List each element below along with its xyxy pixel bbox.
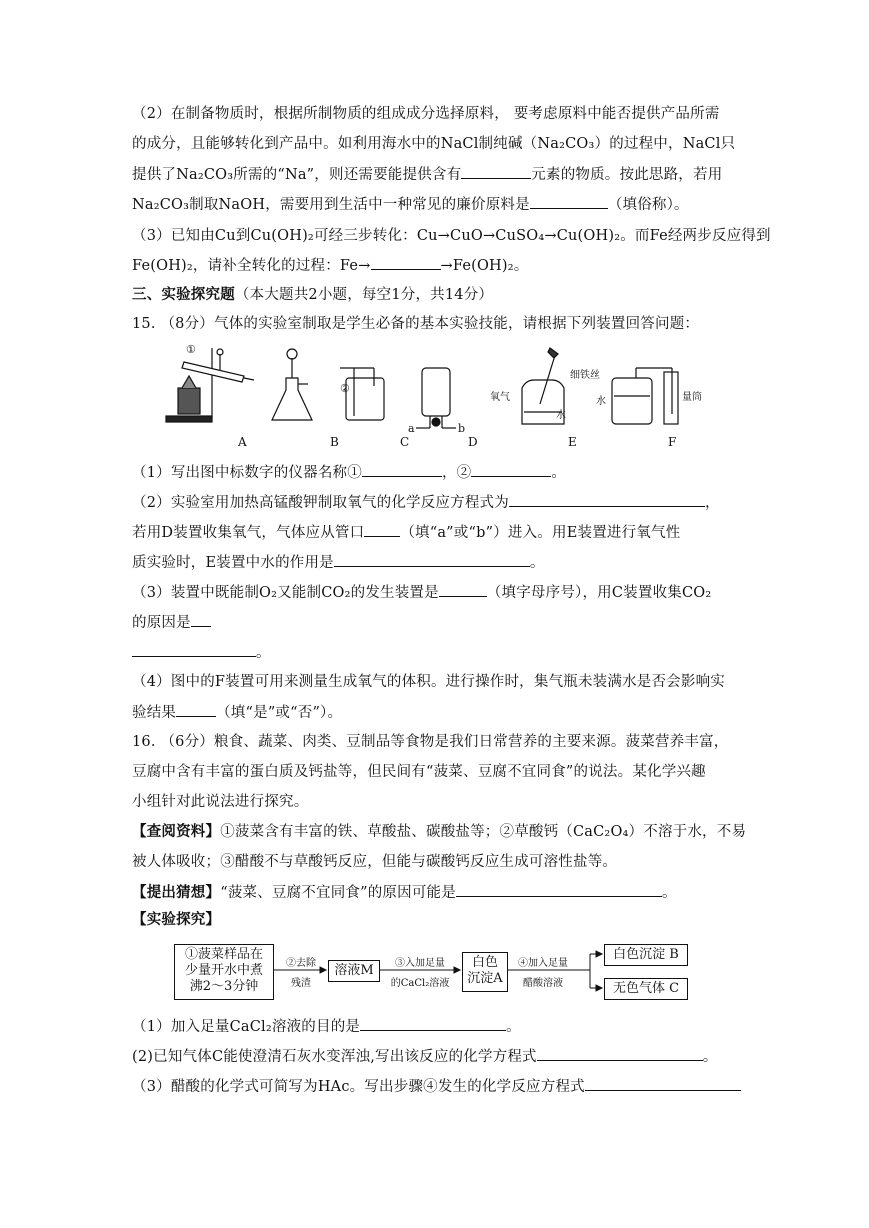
f-water-label: 水 bbox=[596, 396, 606, 407]
answer-blank[interactable] bbox=[585, 1076, 741, 1091]
text: （1）加入足量CaCl₂溶液的目的是 bbox=[132, 1019, 361, 1035]
guess-heading: 【提出猜想】 bbox=[132, 884, 221, 901]
q16-info-line2: 被人体吸收；③醋酸不与草酸钙反应，但能与碳酸钙反应生成可溶性盐等。 bbox=[132, 854, 618, 870]
section-title: 三、实验探究题 bbox=[132, 286, 235, 303]
answer-blank[interactable] bbox=[456, 882, 662, 897]
flow-box-gas-c: 无色气体 C bbox=[604, 978, 688, 1000]
exp-heading: 【实验探究】 bbox=[132, 911, 221, 928]
text: 。 bbox=[551, 465, 567, 481]
text: 。 bbox=[661, 885, 677, 901]
e-wire-label: 细铁丝 bbox=[570, 370, 600, 381]
text: 元素的物质。按此思路，若用 bbox=[531, 167, 723, 183]
apparatus-label-b: B bbox=[330, 435, 339, 449]
q16-guess bbox=[132, 882, 677, 903]
q15-sub2-line1 bbox=[132, 492, 720, 513]
flow-text: 沸2～3分钟 bbox=[189, 979, 259, 994]
q16-line1: 16. （6分）粮食、蔬菜、肉类、豆制品等食物是我们日常营养的主要来源。菠菜营养丰富， bbox=[132, 734, 729, 750]
info-heading: 【查阅资料】 bbox=[132, 823, 221, 840]
q15-stem: 15. （8分）气体的实验室制取是学生必备的基本实验技能，请根据下列装置回答问题： bbox=[132, 316, 700, 332]
text: Na₂CO₃制取NaOH，需要用到生活中一种常见的廉价原料是 bbox=[132, 197, 530, 213]
apparatus-label-e: E bbox=[568, 435, 577, 449]
q16-line3: 小组针对此说法进行探究。 bbox=[132, 794, 309, 810]
port-a-label: a bbox=[408, 422, 415, 435]
q16-sub1 bbox=[132, 1016, 521, 1037]
arrow1-top-label: ②去除 bbox=[286, 958, 316, 969]
apparatus-a bbox=[166, 348, 254, 422]
text: (2)已知气体C能使澄清石灰水变浑浊,写出该反应的化学方程式 bbox=[132, 1049, 537, 1065]
section-heading bbox=[132, 285, 493, 305]
flow-text: 沉淀A bbox=[467, 971, 503, 986]
f-cylinder-label: 量筒 bbox=[682, 392, 702, 403]
q14-2-line4 bbox=[132, 194, 689, 215]
q14-2-line1: （2）在制备物质时，根据所制物质的组成成分选择原料， 要考虑原料中能否提供产品所需 bbox=[132, 106, 720, 122]
q15-sub2-line2 bbox=[132, 522, 680, 543]
answer-blank[interactable] bbox=[509, 492, 705, 507]
text: 。 bbox=[529, 555, 545, 571]
answer-blank[interactable] bbox=[439, 582, 487, 597]
text: 。 bbox=[702, 1049, 718, 1065]
arrow2-top-label: ③入加足量 bbox=[395, 958, 445, 969]
arrow1-bottom-label: 残渣 bbox=[291, 978, 311, 989]
arrow3-bottom-label: 醋酸溶液 bbox=[523, 978, 563, 989]
text: （2）实验室用加热高锰酸钾制取氧气的化学反应方程式为 bbox=[132, 495, 509, 511]
q15-sub1 bbox=[132, 462, 566, 483]
apparatus-label-f: F bbox=[668, 435, 677, 449]
q14-3-line2 bbox=[132, 255, 528, 276]
answer-blank[interactable] bbox=[334, 552, 530, 567]
marker-2: ② bbox=[340, 382, 350, 395]
text: （填“是”或“否”）。 bbox=[216, 705, 343, 721]
text: 若用D装置收集氧气，气体应从管口 bbox=[132, 525, 365, 541]
text: （3）装置中既能制O₂又能制CO₂的发生装置是 bbox=[132, 585, 439, 601]
text: ， bbox=[704, 495, 720, 511]
q16-sub3 bbox=[132, 1076, 741, 1097]
answer-blank[interactable] bbox=[176, 702, 216, 717]
text: （填“a”或“b”）进入。用E装置进行氧气性 bbox=[400, 525, 681, 541]
text: 质实验时，E装置中水的作用是 bbox=[132, 555, 334, 571]
apparatus-label-c: C bbox=[400, 435, 410, 449]
q16-info-line1 bbox=[132, 822, 746, 842]
apparatus-label-a: A bbox=[238, 435, 247, 449]
arrow3-top-label: ④加入足量 bbox=[518, 958, 568, 969]
arrow2-bottom-label: 的CaCl₂溶液 bbox=[390, 978, 450, 989]
answer-blank[interactable] bbox=[371, 255, 441, 270]
flow-text: ①菠菜样品在 bbox=[184, 947, 263, 962]
text: （填字母序号），用C装置收集CO₂ bbox=[486, 585, 712, 601]
q16-line2: 豆腐中含有丰富的蛋白质及钙盐等，但民间有“菠菜、豆腐不宜同食”的说法。某化学兴趣 bbox=[132, 764, 706, 780]
answer-blank[interactable] bbox=[364, 522, 400, 537]
apparatus-figure bbox=[160, 338, 720, 450]
answer-blank[interactable] bbox=[132, 642, 256, 657]
text: 。 bbox=[256, 645, 271, 661]
text: ①菠菜含有丰富的铁、草酸盐、碳酸盐等；②草酸钙（CaC₂O₄）不溶于水，不易 bbox=[220, 824, 747, 840]
q16-sub2 bbox=[132, 1046, 717, 1067]
text: （填俗称）。 bbox=[607, 197, 689, 213]
text: 的原因是 bbox=[132, 615, 191, 631]
answer-blank[interactable] bbox=[461, 164, 531, 179]
apparatus-d bbox=[416, 368, 456, 428]
answer-blank[interactable] bbox=[191, 612, 211, 627]
q14-2-line2: 的成分，且能够转化到产品中。如利用海水中的NaCl制纯碱（Na₂CO₃）的过程中，NaCl只 bbox=[132, 136, 736, 152]
flow-arrows bbox=[170, 940, 710, 1006]
apparatus-b bbox=[272, 349, 312, 420]
section-note: （本大题共2小题，每空1分，共14分） bbox=[234, 287, 494, 303]
answer-blank[interactable] bbox=[471, 462, 551, 477]
text: →Fe(OH)₂。 bbox=[440, 258, 529, 274]
q15-sub3-line2 bbox=[132, 612, 211, 633]
flow-text: 少量开水中煮 bbox=[184, 963, 263, 978]
answer-blank[interactable] bbox=[537, 1046, 703, 1061]
answer-blank[interactable] bbox=[360, 1016, 506, 1031]
text: “菠菜、豆腐不宜同食”的原因可能是 bbox=[220, 885, 456, 901]
text: （3）醋酸的化学式可简写为HAc。写出步骤④发生的化学反应方程式 bbox=[132, 1079, 585, 1095]
text: 验结果 bbox=[132, 705, 177, 721]
port-b-label: b bbox=[458, 422, 466, 435]
answer-blank[interactable] bbox=[530, 194, 608, 209]
text: （1）写出图中标数字的仪器名称① bbox=[132, 465, 362, 481]
e-oxygen-label: 氧气 bbox=[490, 392, 510, 403]
e-water-label: 水 bbox=[556, 410, 566, 421]
text: 提供了Na₂CO₃所需的“Na”，则还需要能提供含有 bbox=[132, 167, 462, 183]
q14-2-line3 bbox=[132, 164, 722, 185]
answer-blank[interactable] bbox=[362, 462, 442, 477]
q14-3-line1: （3）已知由Cu到Cu(OH)₂可经三步转化：Cu→CuO→CuSO₄→Cu(OH)₂。而Fe经两步反应得到 bbox=[132, 228, 771, 244]
q15-sub4-line1: （4）图中的F装置可用来测量生成氧气的体积。进行操作时，集气瓶未装满水是否会影响实 bbox=[132, 674, 725, 690]
text: ，② bbox=[441, 465, 472, 481]
q15-sub2-line3 bbox=[132, 552, 545, 573]
text: 。 bbox=[506, 1019, 521, 1035]
text: Fe(OH)₂，请补全转化的过程：Fe→ bbox=[132, 258, 371, 274]
q15-sub3-line3 bbox=[132, 642, 271, 663]
apparatus-label-d: D bbox=[468, 435, 478, 449]
q15-sub3-line1 bbox=[132, 582, 711, 603]
experiment-flowchart bbox=[170, 940, 710, 1006]
flow-text: 白色 bbox=[471, 955, 498, 970]
marker-1: ① bbox=[186, 343, 196, 356]
flow-box-precipitate-b: 白色沉淀 B bbox=[604, 944, 688, 966]
flow-box-solution-m: 溶液M bbox=[328, 960, 380, 982]
apparatus-f bbox=[612, 368, 678, 424]
q15-sub4-line2 bbox=[132, 702, 342, 723]
